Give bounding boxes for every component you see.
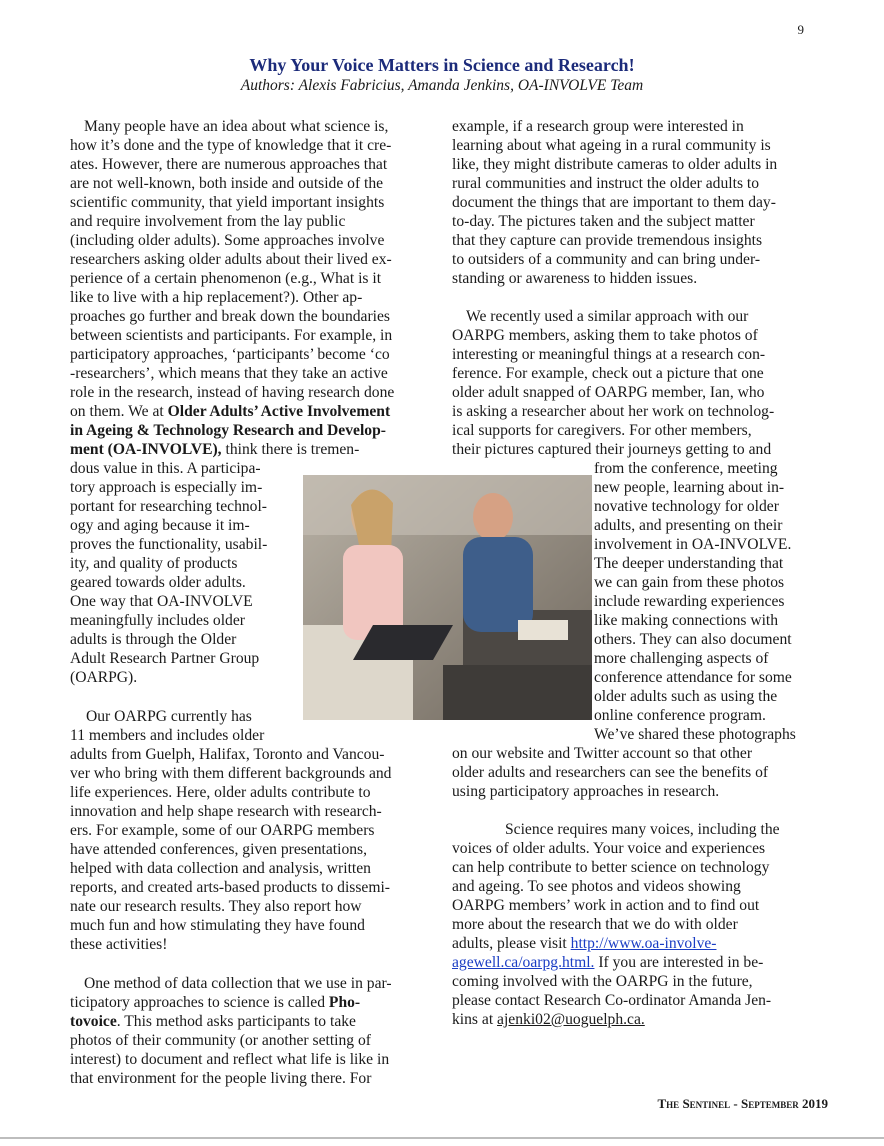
right-column-line	[452, 915, 738, 934]
left-column-line	[70, 783, 371, 802]
left-column-line	[70, 421, 386, 440]
text-span: dous value in this. A participa-	[70, 460, 261, 477]
right-column-line	[452, 250, 760, 269]
right-column-line	[452, 877, 741, 896]
left-column-line	[70, 649, 259, 668]
text-span: much fun and how stimulating they have found	[70, 917, 365, 934]
text-span: rural communities and instruct the older adults to	[452, 175, 760, 192]
text-span: ver who bring with them different backgrounds and	[70, 765, 392, 782]
text-span: we can gain from these photos	[594, 574, 785, 591]
text-span: kins at	[452, 1011, 498, 1028]
text-span: on our website and Twitter account so that other	[452, 745, 753, 762]
right-column-line	[452, 155, 777, 174]
left-column-line	[70, 764, 391, 783]
left-column-line	[70, 288, 362, 307]
left-column-line	[70, 573, 246, 592]
text-span: We’ve shared these photographs	[594, 726, 796, 743]
text-span: older adults such as using the	[594, 688, 778, 705]
right-column-line	[452, 782, 719, 801]
text-span: adults, and presenting on their	[594, 517, 783, 534]
text-span: is asking a researcher about her work on technolog-	[452, 403, 775, 420]
left-column-line	[70, 250, 392, 269]
right-column-line	[452, 858, 769, 877]
text-span: involvement in OA-INVOLVE.	[594, 536, 792, 553]
left-column-line	[70, 326, 392, 345]
left-column-line	[70, 802, 382, 821]
right-column-line	[452, 364, 764, 383]
left-column-line	[70, 231, 384, 250]
text-span: Our OARPG currently has	[86, 708, 252, 725]
text-span: these activities!	[70, 936, 168, 953]
right-column-line	[594, 478, 784, 497]
left-column-line	[70, 307, 390, 326]
text-span: ogy and aging because it im-	[70, 517, 250, 534]
left-column-line	[84, 974, 392, 993]
right-column-line	[452, 326, 758, 345]
text-span: using participatory approaches in research.	[452, 783, 720, 800]
text-span: are not well-known, both inside and outside of the	[70, 175, 384, 192]
text-span: to-day. The pictures taken and the subject matter	[452, 213, 755, 230]
text-span: innovation and help shape research with research-	[70, 803, 382, 820]
left-column-line	[70, 554, 237, 573]
text-span: interesting or meaningful things at a research con-	[452, 346, 766, 363]
right-column-line	[594, 554, 783, 573]
text-span: (including older adults). Some approaches involve	[70, 232, 385, 249]
right-column-line	[452, 345, 765, 364]
left-column-line	[70, 1012, 356, 1031]
text-span: document the things that are important to them day-	[452, 194, 776, 211]
right-column-line	[452, 763, 768, 782]
left-column-line	[70, 364, 388, 383]
text-span: can help contribute to better science on technology	[452, 859, 770, 876]
text-span: example, if a research group were interested in	[452, 118, 744, 135]
left-column-line	[70, 155, 387, 174]
bold-text: ment (OA-INVOLVE),	[70, 441, 222, 458]
left-column-line	[70, 478, 262, 497]
text-span: more about the research that we do with older	[452, 916, 738, 933]
left-column-line	[70, 897, 362, 916]
right-column-line	[452, 934, 716, 953]
text-span: One way that OA-INVOLVE	[70, 593, 253, 610]
text-span: scientific community, that yield important insights	[70, 194, 385, 211]
right-column-line	[452, 440, 771, 459]
right-column-line	[594, 459, 778, 478]
left-column-line	[70, 402, 390, 421]
text-span: We recently used a similar approach with our	[466, 308, 749, 325]
text-span: The deeper understanding that	[594, 555, 784, 572]
left-column-line	[70, 345, 390, 364]
left-column-line	[70, 916, 365, 935]
text-span: role in the research, instead of having research done	[70, 384, 395, 401]
text-span: that environment for the people living there. For	[70, 1070, 372, 1087]
text-span: (OARPG).	[70, 669, 138, 686]
left-column-line	[70, 440, 359, 459]
right-column-line	[452, 972, 753, 991]
text-span: on them. We at	[70, 403, 168, 420]
text-span: proaches go further and break down the boundaries	[70, 308, 390, 325]
text-span: nate our research results. They also report how	[70, 898, 362, 915]
text-span: ical supports for caregivers. For other members,	[452, 422, 752, 439]
right-column-line	[452, 269, 697, 288]
text-span: more challenging aspects of	[594, 650, 769, 667]
left-column-line	[70, 174, 383, 193]
left-column-line	[70, 1069, 371, 1088]
text-span: new people, learning about in-	[594, 479, 785, 496]
left-column-line	[70, 993, 360, 1012]
text-span: voices of older adults. Your voice and experiences	[452, 840, 766, 857]
right-column-line	[594, 630, 792, 649]
left-column-line	[70, 516, 250, 535]
text-span: Adult Research Partner Group	[70, 650, 260, 667]
article-header	[0, 54, 884, 95]
left-column-line	[70, 592, 253, 611]
right-column-line	[452, 174, 759, 193]
right-column-line	[594, 687, 777, 706]
text-span: conference attendance for some	[594, 669, 792, 686]
left-column-line	[70, 459, 261, 478]
text-span: If you are interested in be-	[594, 954, 764, 971]
left-column-line	[70, 269, 381, 288]
right-column-line	[466, 307, 748, 326]
left-column-line	[70, 668, 137, 687]
right-column-line	[452, 421, 752, 440]
right-column-line	[452, 117, 744, 136]
left-column-line	[70, 935, 167, 954]
text-span: their pictures captured their journeys getting to and	[452, 441, 772, 458]
page-number: 9	[797, 22, 804, 37]
text-span: OARPG members’ work in action and to find out	[452, 897, 760, 914]
right-column-line	[594, 611, 778, 630]
right-column-line	[452, 231, 762, 250]
text-span: coming involved with the OARPG in the future,	[452, 973, 753, 990]
text-span: reports, and created arts-based products to dissemi-	[70, 879, 390, 896]
text-span: adults from Guelph, Halifax, Toronto and Vancou-	[70, 746, 385, 763]
right-column-line	[452, 383, 764, 402]
text-span: One method of data collection that we use in par-	[84, 975, 392, 992]
right-column-line	[594, 668, 792, 687]
left-column-line	[70, 859, 371, 878]
text-span: between scientists and participants. For example, in	[70, 327, 393, 344]
text-span: that they capture can provide tremendous insights	[452, 232, 763, 249]
left-column-line	[86, 707, 252, 726]
text-span: others. They can also document	[594, 631, 792, 648]
text-span: learning about what ageing in a rural community is	[452, 137, 771, 154]
article-title: Why Your Voice Matters in Science and Research!	[249, 55, 635, 75]
website-link[interactable]: http://www.oa-involve-	[570, 935, 717, 952]
text-span: older adult snapped of OARPG member, Ian, who	[452, 384, 765, 401]
text-span: include rewarding experiences	[594, 593, 785, 610]
right-column-line	[452, 402, 774, 421]
text-span: and ageing. To see photos and videos showing	[452, 878, 741, 895]
bold-text: tovoice	[70, 1013, 117, 1030]
text-span: how it’s done and the type of knowledge that it cre-	[70, 137, 392, 154]
right-column-line	[594, 497, 779, 516]
right-column-line	[452, 953, 763, 972]
right-column-line	[594, 706, 766, 725]
text-span: researchers asking older adults about their lived ex-	[70, 251, 392, 268]
text-span: ates. However, there are numerous approaches that	[70, 156, 388, 173]
text-span: and require involvement from the lay public	[70, 213, 346, 230]
left-column-line	[70, 611, 245, 630]
text-span: to outsiders of a community and can bring under-	[452, 251, 761, 268]
right-column-line	[594, 535, 791, 554]
text-span: adults is through the Older	[70, 631, 237, 648]
right-column-line	[594, 649, 769, 668]
left-column-line	[70, 1050, 389, 1069]
right-column-line	[452, 991, 771, 1010]
left-column-line	[70, 497, 267, 516]
website-link[interactable]: agewell.ca/oarpg.html.	[452, 954, 595, 971]
text-span: helped with data collection and analysis, written	[70, 860, 371, 877]
text-span: photos of their community (or another setting of	[70, 1032, 371, 1049]
right-column-line	[594, 592, 785, 611]
right-column-line	[452, 193, 776, 212]
text-span: life experiences. Here, older adults contribute to	[70, 784, 371, 801]
right-column-line	[452, 212, 755, 231]
left-column-line	[70, 630, 236, 649]
bold-text: Older Adults’ Active Involvement	[167, 403, 391, 420]
right-column-line	[594, 516, 782, 535]
text-span: geared towards older adults.	[70, 574, 246, 591]
text-span: think there is tremen-	[221, 441, 360, 458]
left-column-line	[84, 117, 388, 136]
right-column-line	[452, 896, 759, 915]
left-column-line	[70, 383, 394, 402]
page-footer: The Sentinel - September 2019	[657, 1096, 828, 1111]
text-span: like to live with a hip replacement?). Other ap-	[70, 289, 363, 306]
right-column-line	[452, 839, 765, 858]
email-link[interactable]: ajenki02@uoguelph.ca.	[497, 1011, 645, 1028]
text-span: please contact Research Co-ordinator Amanda Jen-	[452, 992, 772, 1009]
text-span: online conference program.	[594, 707, 766, 724]
text-span: 11 members and includes older	[70, 727, 265, 744]
text-span: interest) to document and reflect what life is like in	[70, 1051, 390, 1068]
text-span: standing or awareness to hidden issues.	[452, 270, 698, 287]
text-span: older adults and researchers can see the benefits of	[452, 764, 769, 781]
left-column-line	[70, 745, 384, 764]
right-column-line	[452, 1010, 645, 1029]
conference-photo	[303, 475, 592, 720]
text-span: participatory approaches, ‘participants’ become ‘co	[70, 346, 390, 363]
left-column-line	[70, 878, 390, 897]
text-span: ference. For example, check out a picture that one	[452, 365, 764, 382]
text-span: perience of a certain phenomenon (e.g., What is it	[70, 270, 382, 287]
left-column-line	[70, 726, 264, 745]
text-span: -researchers’, which means that they take an active	[70, 365, 388, 382]
left-column-line	[70, 821, 374, 840]
text-span: novative technology for older	[594, 498, 779, 515]
right-column-line	[452, 136, 771, 155]
text-span: Science requires many voices, including the	[505, 821, 780, 838]
text-span: tory approach is especially im-	[70, 479, 263, 496]
right-column-line	[594, 725, 796, 744]
left-column-line	[70, 840, 367, 859]
text-span: ers. For example, some of our OARPG members	[70, 822, 375, 839]
text-span: meaningfully includes older	[70, 612, 245, 629]
text-span: proves the functionality, usabil-	[70, 536, 268, 553]
text-span: like, they might distribute cameras to older adults in	[452, 156, 778, 173]
text-span: Many people have an idea about what science is,	[84, 118, 389, 135]
text-span: portant for researching technol-	[70, 498, 268, 515]
text-span: . This method asks participants to take	[116, 1013, 356, 1030]
left-column-line	[70, 535, 267, 554]
text-span: OARPG members, asking them to take photos of	[452, 327, 758, 344]
bold-text: Pho-	[328, 994, 361, 1011]
right-column-line	[452, 744, 752, 763]
bold-text: in Ageing & Technology Research and Develop-	[70, 422, 386, 439]
right-column-line	[594, 573, 784, 592]
left-column-line	[70, 1031, 371, 1050]
right-column-line	[505, 820, 780, 839]
bottom-rule	[0, 1137, 884, 1139]
left-column-line	[70, 212, 345, 231]
text-span: from the conference, meeting	[594, 460, 778, 477]
article-authors: Authors: Alexis Fabricius, Amanda Jenkins, OA-INVOLVE Team	[240, 77, 644, 94]
text-span: have attended conferences, given presentations,	[70, 841, 368, 858]
text-span: adults, please visit	[452, 935, 571, 952]
text-span: like making connections with	[594, 612, 779, 629]
text-span: ticipatory approaches to science is called	[70, 994, 329, 1011]
text-span: ity, and quality of products	[70, 555, 238, 572]
left-column-line	[70, 136, 391, 155]
left-column-line	[70, 193, 384, 212]
